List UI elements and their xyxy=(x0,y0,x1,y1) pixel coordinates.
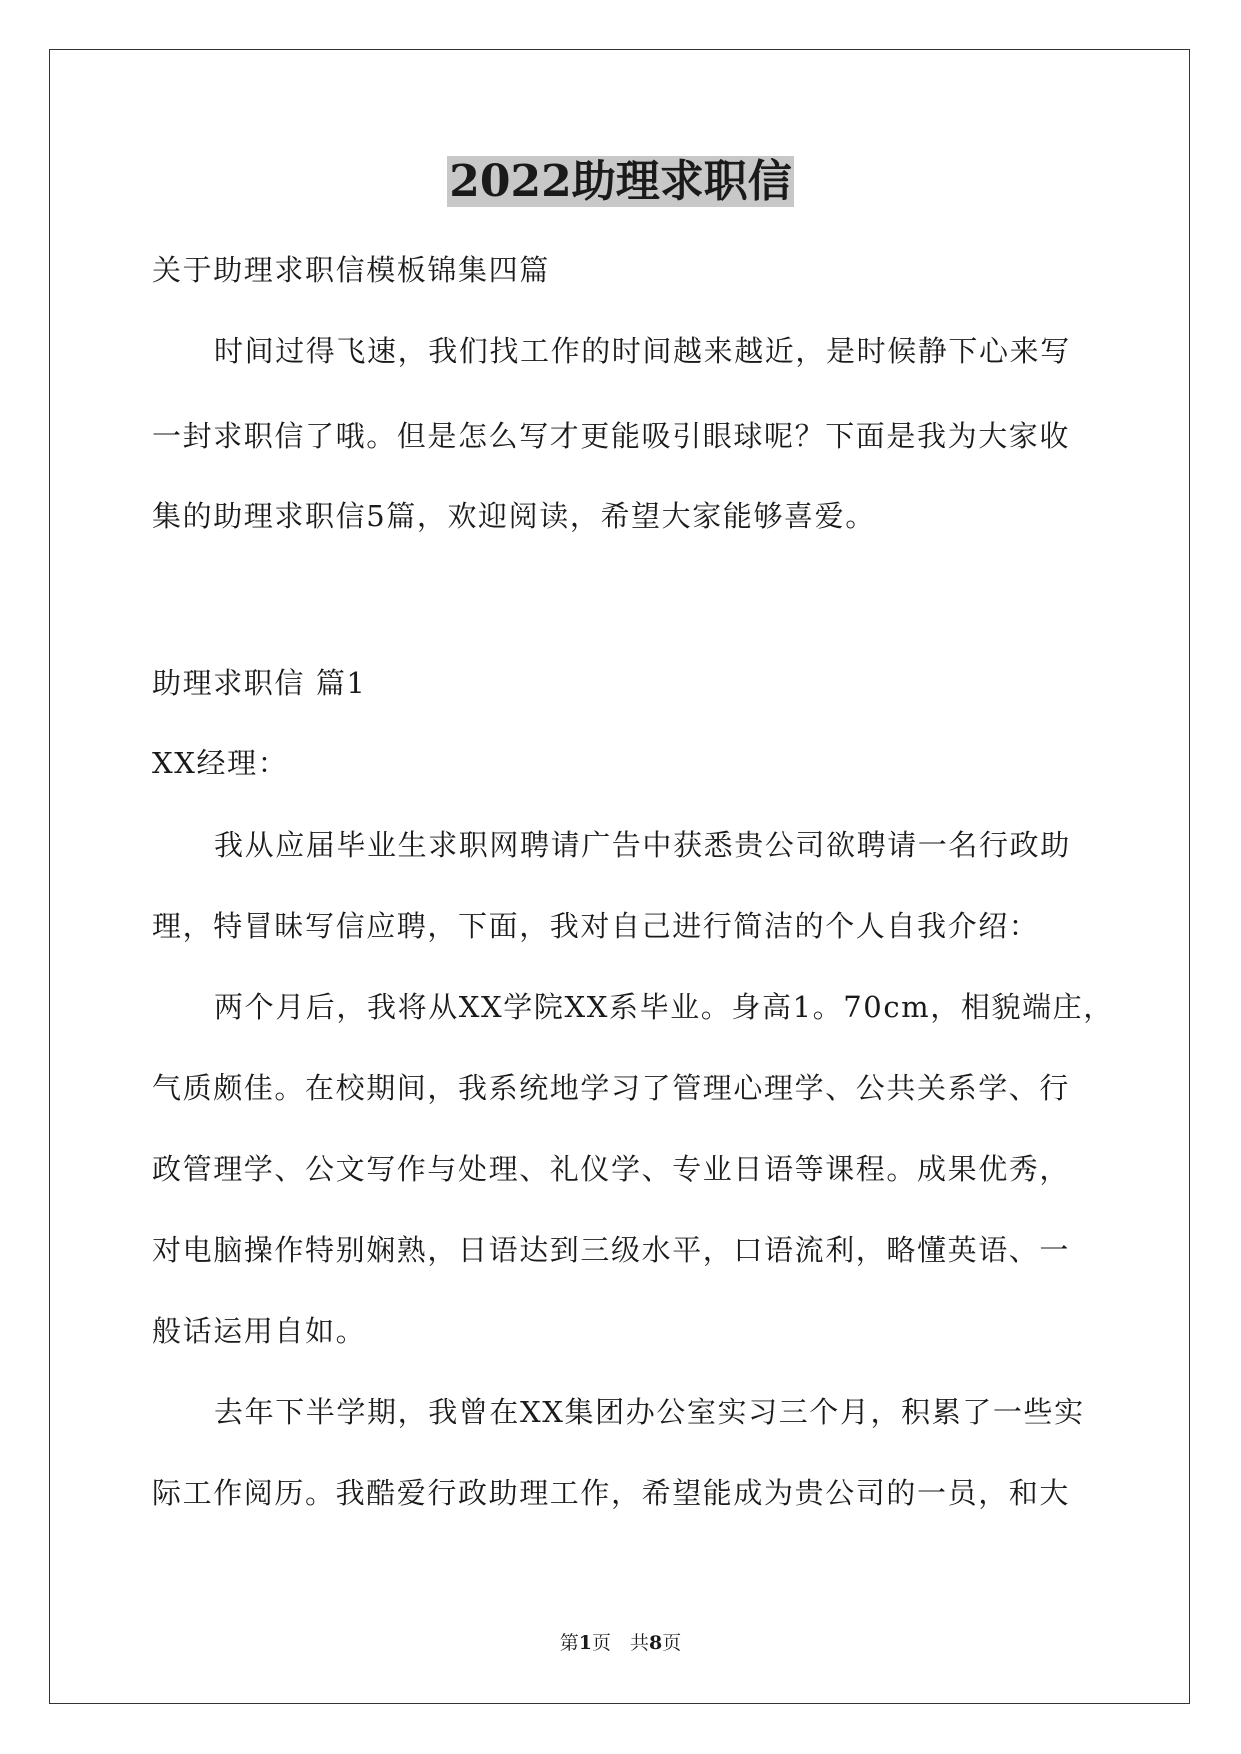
paragraph-line: 对电脑操作特别娴熟，日语达到三级水平，口语流利，略懂英语、一 xyxy=(152,1233,1071,1267)
page-total: 8 xyxy=(649,1632,663,1654)
paragraph-line: 气质颇佳。在校期间，我系统地学习了管理心理学、公共关系学、行 xyxy=(152,1071,1071,1105)
paragraph-line: 两个月后，我将从XX学院XX系毕业。身高1。70cm，相貌端庄， xyxy=(214,990,1114,1024)
paragraph-line: 际工作阅历。我酷爱行政助理工作，希望能成为贵公司的一员，和大 xyxy=(152,1476,1071,1510)
page-suffix: 页 xyxy=(662,1632,682,1654)
salutation: XX经理： xyxy=(152,746,289,780)
paragraph-line: 时间过得飞速，我们找工作的时间越来越近，是时候静下心来写 xyxy=(214,334,1071,368)
paragraph-line: 般话运用自如。 xyxy=(152,1314,367,1348)
page-border xyxy=(49,49,1190,1704)
paragraph-line: 集的助理求职信5篇，欢迎阅读，希望大家能够喜爱。 xyxy=(152,499,876,533)
paragraph-line: 政管理学、公文写作与处理、礼仪学、专业日语等课程。成果优秀， xyxy=(152,1152,1071,1186)
document-title-text: 2022助理求职信 xyxy=(449,156,792,207)
page-number: 1 xyxy=(578,1632,592,1654)
document-subtitle: 关于助理求职信模板锦集四篇 xyxy=(152,253,550,287)
page-footer xyxy=(0,1630,1241,1656)
section-heading: 助理求职信 篇1 xyxy=(152,666,367,700)
paragraph-line: 我从应届毕业生求职网聘请广告中获悉贵公司欲聘请一名行政助 xyxy=(214,828,1071,862)
page-mid: 页 共 xyxy=(591,1632,649,1654)
document-title xyxy=(0,150,1241,214)
paragraph-line: 一封求职信了哦。但是怎么写才更能吸引眼球呢？下面是我为大家收 xyxy=(152,419,1071,453)
page-prefix: 第 xyxy=(559,1632,579,1654)
paragraph-line: 去年下半学期，我曾在XX集团办公室实习三个月，积累了一些实 xyxy=(214,1395,1085,1429)
paragraph-line: 理，特冒昧写信应聘，下面，我对自己进行简洁的个人自我介绍： xyxy=(152,909,1040,943)
